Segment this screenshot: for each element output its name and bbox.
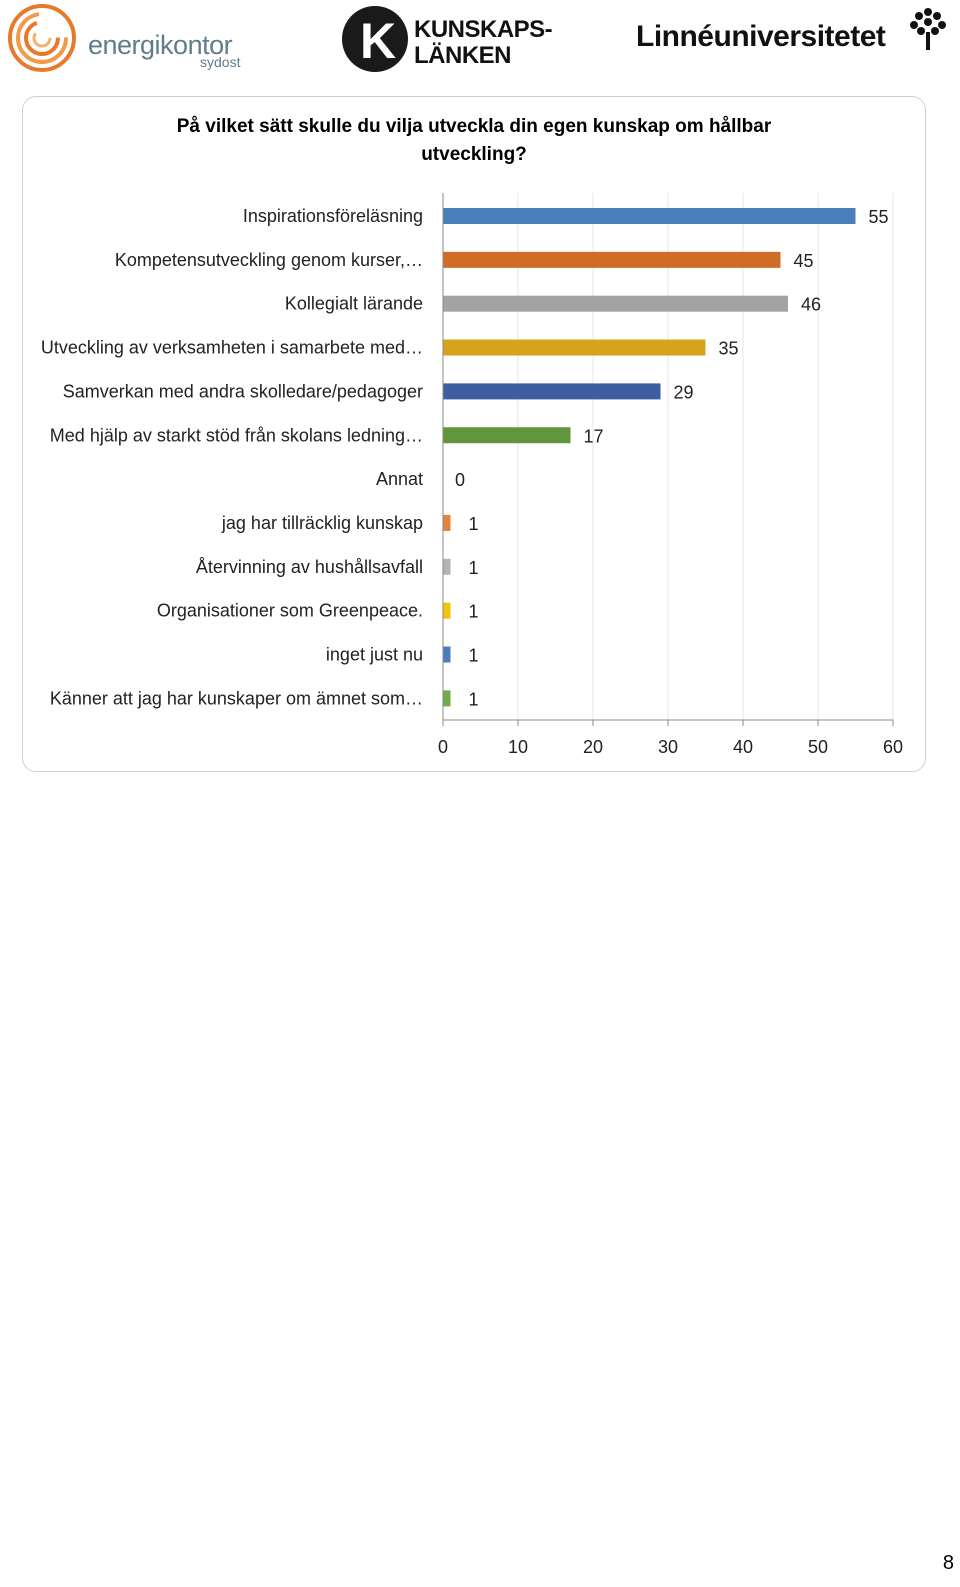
category-label: Kompetensutveckling genom kurser,… [114,249,423,270]
category-label: Återvinning av hushållsavfall [195,556,423,577]
chart-title-line-2: utveckling? [421,144,527,165]
data-label: 45 [793,250,814,271]
page-number: 8 [942,1552,954,1574]
data-label: 29 [673,382,694,403]
bar [443,427,571,443]
data-label: 1 [468,557,479,578]
category-label: Samverkan med andra skolledare/pedagoger [62,381,423,402]
bar [443,603,451,619]
kunskap-letter: K [360,13,397,69]
data-label: 35 [718,338,739,359]
category-label: Annat [375,469,423,490]
x-tick-label: 0 [437,737,449,757]
bar [443,559,451,575]
x-tick-label: 40 [732,737,754,757]
bar [443,383,661,399]
data-label: 1 [468,645,479,666]
data-label: 1 [468,689,479,710]
bar [443,340,706,356]
bar [443,208,856,224]
bar [443,647,451,663]
bar [443,252,781,268]
x-tick-label: 50 [807,737,829,757]
data-label: 46 [800,294,822,315]
bar [443,296,788,312]
x-tick-label: 10 [507,737,529,757]
category-label: jag har tillräcklig kunskap [221,512,423,533]
x-tick-label: 30 [657,737,679,757]
chart-title-line-1: På vilket sätt skulle du vilja utveckla din egen kunskap om hållbar [176,116,772,137]
category-label: Känner att jag har kunskaper om ämnet som… [49,688,423,709]
data-label: 55 [868,207,889,227]
kunskap-line1: KUNSKAPS- [414,16,553,43]
category-label: inget just nu [325,644,423,665]
data-label: 17 [583,426,604,447]
category-label: Kollegialt lärande [284,293,423,314]
bar [443,690,451,706]
data-label: 1 [468,513,479,534]
energikontor-sub: sydost [200,54,241,70]
kunskap-line2: LÄNKEN [414,42,511,69]
data-label: 0 [454,470,466,491]
category-label: Organisationer som Greenpeace. [156,600,423,621]
category-label: Med hjälp av starkt stöd från skolans ledning… [49,425,423,446]
category-label: Utveckling av verksamheten i samarbete med… [40,337,423,358]
category-label: Inspirationsföreläsning [242,206,423,226]
data-label: 1 [468,601,479,622]
x-tick-label: 20 [582,737,604,757]
energikontor-name: energikontor [88,30,233,60]
x-tick-label: 60 [882,737,904,757]
bar [443,515,451,531]
lnu-name: Linnéuniversitetet [636,20,886,53]
